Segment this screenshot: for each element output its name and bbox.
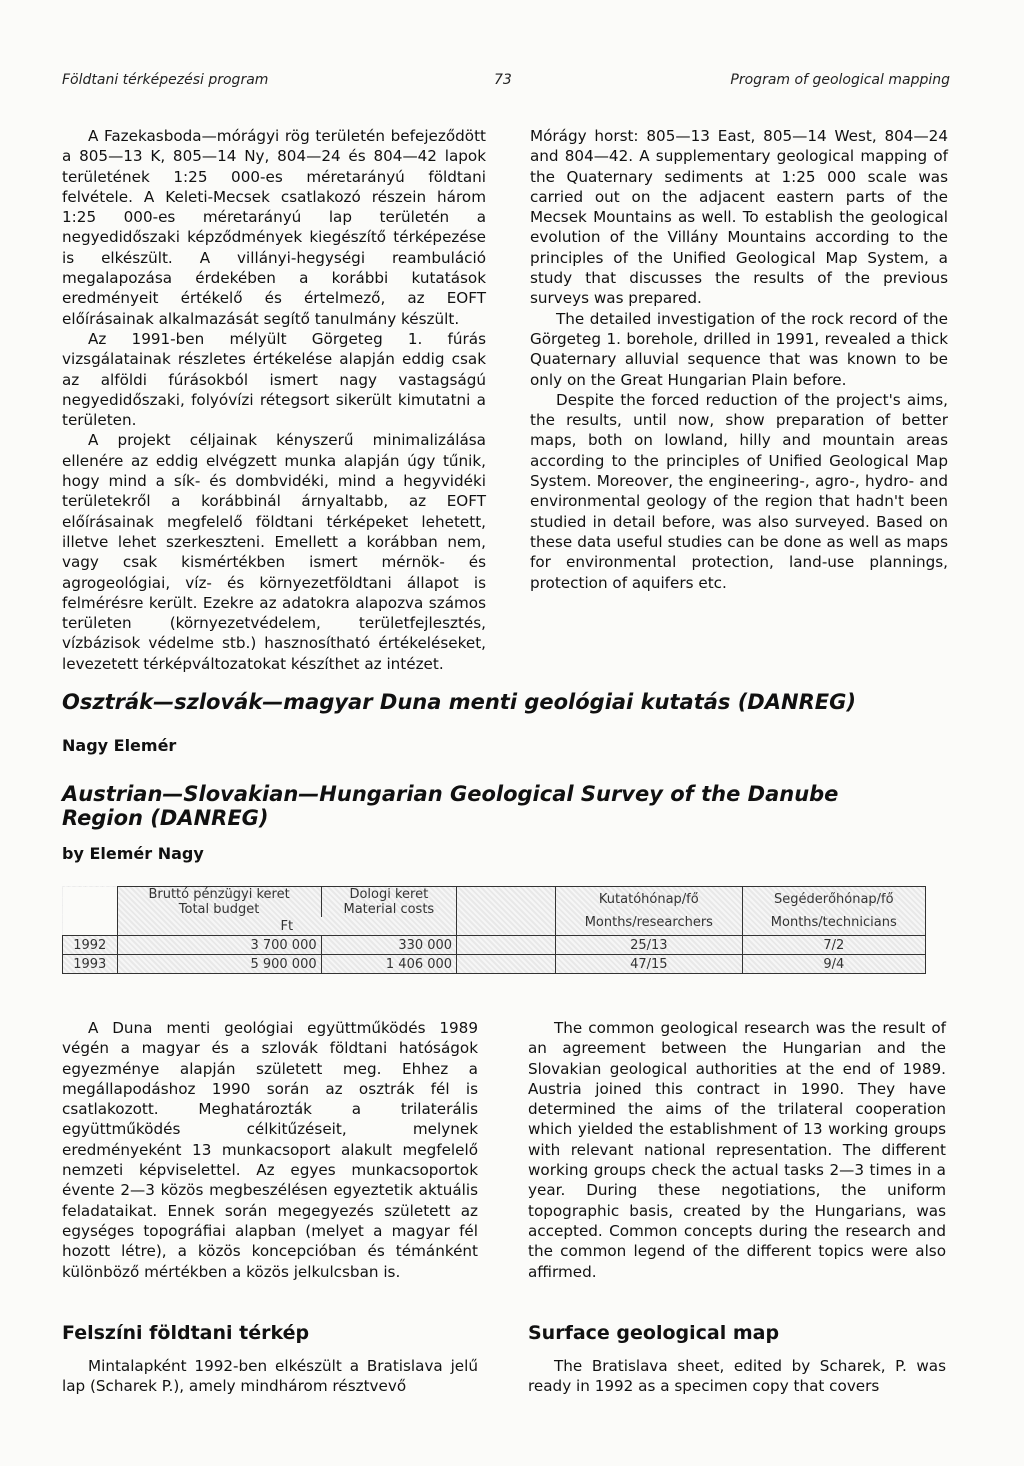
en-paragraph: Despite the forced reduction of the project's aims, the results, until now, show preparation of better maps, both on lowland, hilly and mountain areas according to the principles of Unified Geological Map System. Moreover, the engineering-, agro-, hydro- and environmental geology of the region that hadn't been studied in detail before, was also surveyed. Based on these data useful studies can be done as well as maps for environmental protection, land-use plannings, protection of aquifers etc. <box>530 390 948 592</box>
top-hungarian-column <box>62 126 486 674</box>
hu-paragraph: A Duna menti geológiai együttműködés 1989 végén a magyar és a szlovák földtani hatóságok egyezménye alapján született meg. Ehhez a megállapodáshoz 1990 során az osztrák fél is csatlakozott. Meghatározták a trilaterális együttműködés célkitűzéseit, melynek eredményeként 13 munkacsoport alakult megfelelő nemzeti képviselettel. Az egyes munkacsoportok évente 2—3 közös megbeszélésen egyeztetik aktuális feladataikat. Ennek során megegyezés született az egységes topográfiai alapban (melyet a magyar fél hozott létre), a közös koncepcióban és témánként különböző mértékben a közös jelkulcsban is. <box>62 1019 478 1281</box>
header-months-researchers: Kutatóhónap/fő Months/researchers <box>556 887 742 936</box>
hu-paragraph: A projekt céljainak kényszerű minimalizálása ellenére az eddig elvégzett munka alapján úgy tűnik, hogy mind a sík- és dombvidéki, mind a hegyvidéki területekről a korábbinál árnyaltabb, az EOFT előírásainak megfelelő földtani térképeket lehetett, illetve lehet szerkeszteni. Emellett a korábban nem, vagy csak kismértékben ismert mérnök- és agrogeológiai, víz- és környezetföldtani állapot is felmérésre került. Ezekre az adatokra alapozva számos területen (környezetvédelem, területfejlesztés, vízbázisok védelme stb.) hasznosítható értékeléseket, levezetett térképváltozatokat készíthet az intézet. <box>62 431 486 673</box>
header-material-costs: Dologi keret Material costs <box>321 887 456 918</box>
header-months-technicians: Segéderőhónap/fő Months/technicians <box>742 887 925 936</box>
article-title-hungarian: Osztrák—szlovák—magyar Duna menti geológiai kutatás (DANREG) <box>62 690 856 714</box>
page-number: 73 <box>494 72 512 88</box>
bottom-english-column <box>528 1018 946 1282</box>
header-total-budget: Bruttó pénzügyi keret Total budget <box>117 887 321 918</box>
author-english: by Elemér Nagy <box>62 844 204 863</box>
running-header-right: Program of geological mapping <box>730 72 950 88</box>
en-paragraph: The detailed investigation of the rock record of the Görgeteg 1. borehole, drilled in 1991, revealed a thick Quaternary alluvial sequence that was known to be only on the Great Hungarian Plain before. <box>530 309 948 389</box>
hu-paragraph: A Fazekasboda—mórágyi rög területén befejeződött a 805—13 K, 805—14 Ny, 804—24 és 804—42 lapok területének 1:25 000-es méretarányú földtani felvétele. A Keleti-Mecsek csatlakozó részein három 1:25 000-es méretarányú lap területén a negyedidőszaki képződmények kiegészítő térképezése is elkészült. A villányi-hegységi reambuláció megalapozása érdekében a korábbi kutatások eredményeit értékelő és értelmező, az EOFT előírásainak alkalmazását segítő tanulmány készült. <box>62 127 486 328</box>
top-english-column <box>530 126 948 593</box>
article-title-english: Austrian—Slovakian—Hungarian Geological Survey of the Danube Region (DANREG) <box>62 782 839 830</box>
table-row: 1993 5 900 000 1 406 000 47/15 9/4 <box>63 955 926 974</box>
en-paragraph: The common geological research was the result of an agreement between the Hungarian and the Slovakian geological authorities at the end of 1989. Austria joined this contract in 1990. They have determined the aims of the trilateral cooperation which yielded the establishment of 13 working groups with relevant national representation. The different working groups check the actual tasks 2—3 times in a year. During these negotiations, the uniform topographic basis, created by the Hungarians, was accepted. Common concepts during the research and the common legend of the different topics were also affirmed. <box>528 1019 946 1281</box>
sub-english-text: The Bratislava sheet, edited by Scharek, P. was ready in 1992 as a specimen copy that covers <box>528 1357 946 1396</box>
running-header-left: Földtani térképezési program <box>62 72 269 88</box>
hu-paragraph: Az 1991-ben mélyült Görgeteg 1. fúrás vizsgálatainak részletes értékelése alapján eddig csak az alföldi fúrásokból ismert nagy vastagságú negyedidőszaki, folyóvízi rétegsort sikerült kimutatni a területen. <box>62 329 486 430</box>
en-paragraph: Mórágy horst: 805—13 East, 805—14 West, 804—24 and 804—42. A supplementary geological mapping of the Quaternary sediments at 1:25 000 scale was carried out on the adjacent eastern parts of the Mecsek Mountains as well. To establish the geological evolution of the Villány Mountains according to the principles of the Unified Geological Map System, a study that discusses the results of the previous surveys was prepared. <box>530 127 948 308</box>
budget-table <box>62 886 926 974</box>
bottom-hungarian-column <box>62 1018 478 1282</box>
subheading-hungarian: Felszíni földtani térkép <box>62 1322 310 1344</box>
author-hungarian: Nagy Elemér <box>62 736 177 755</box>
subheading-english: Surface geological map <box>528 1322 780 1344</box>
sub-hungarian-text: Mintalapként 1992-ben elkészült a Bratislava jelű lap (Scharek P.), amely mindhárom résztvevő <box>62 1357 478 1396</box>
table-row: 1992 3 700 000 330 000 25/13 7/2 <box>63 936 926 955</box>
currency-label: Ft <box>117 917 457 936</box>
